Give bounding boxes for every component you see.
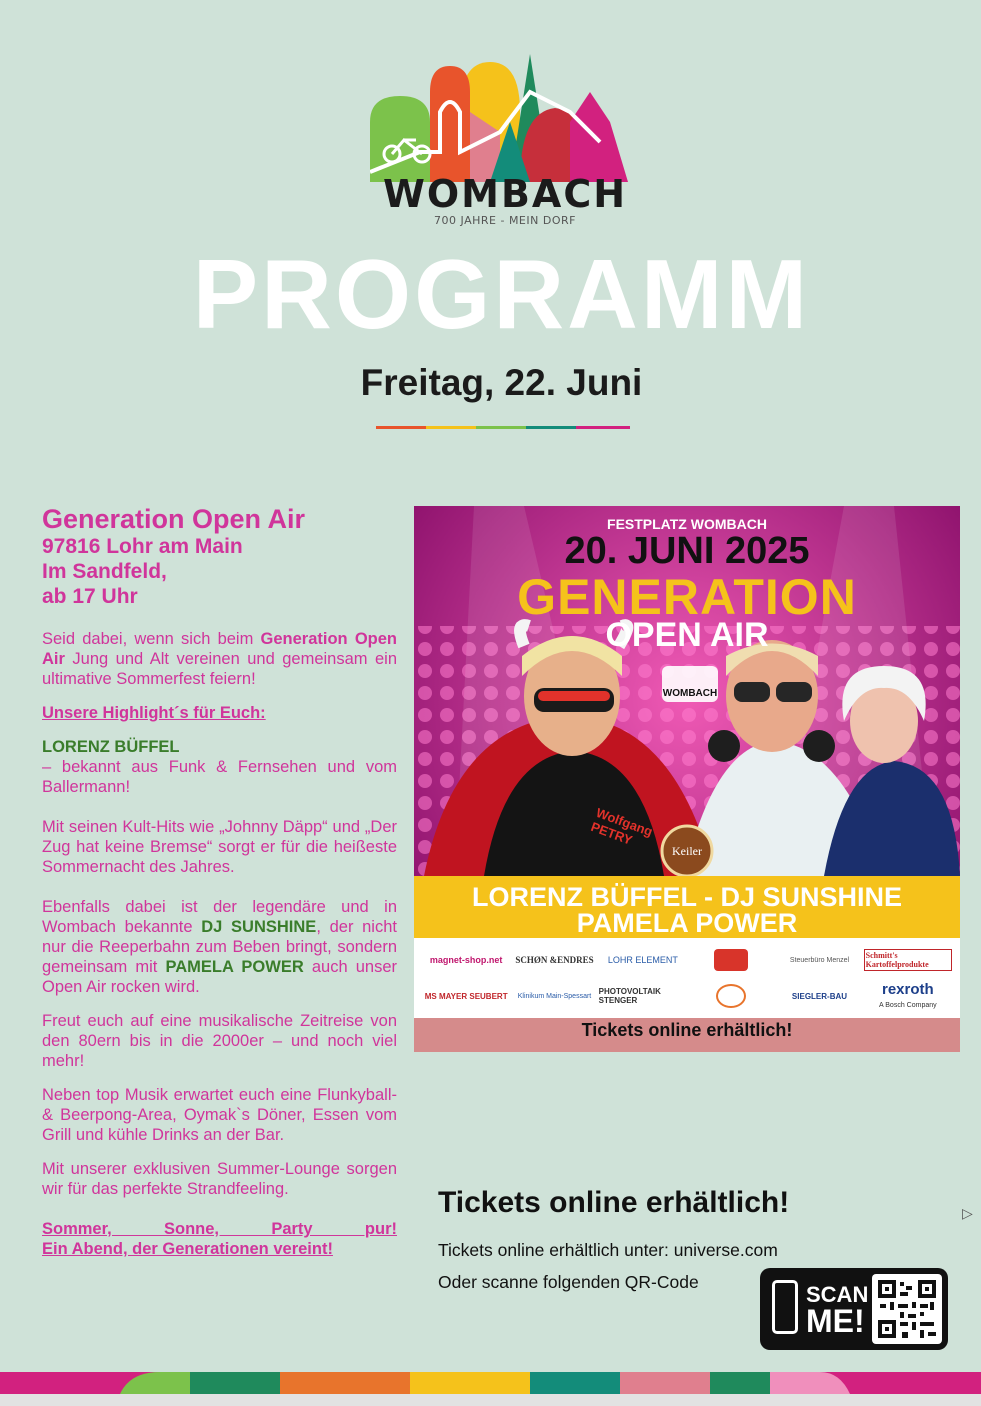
poster-artists: LORENZ BÜFFEL - DJ SUNSHINE: [471, 882, 903, 912]
page-turn-arrow-icon[interactable]: ▷: [962, 1206, 973, 1222]
tickets-heading: Tickets online erhältlich!: [438, 1186, 790, 1219]
phone-icon: [772, 1280, 798, 1334]
poster-subtitle: OPEN AIR: [605, 616, 769, 654]
poster-keiler-badge: Keiler: [672, 844, 702, 858]
hits-paragraph: Mit seinen Kult-Hits wie „Johnny Däpp“ und „Der Zug hat keine Bremse“ sorgt er für die heißeste Sommernacht des Jahres.: [42, 818, 397, 876]
event-poster: [414, 506, 960, 1052]
time-line: ab 17 Uhr: [42, 585, 138, 608]
sponsor-logo: rexroth A Bosch Company: [879, 980, 937, 1009]
poster-artists: PAMELA POWER: [576, 908, 798, 938]
poster-tickets-banner: Tickets online erhältlich!: [581, 1020, 793, 1040]
sponsor-logo: [714, 949, 748, 971]
food-paragraph: Neben top Musik erwartet euch eine Flunkyball- & Beerpong-Area, Oymak`s Döner, Essen vom Grill und kühle Drinks an der Bar.: [42, 1086, 397, 1144]
decorative-divider: [376, 426, 630, 429]
poster-shirt-text: Wolfgang PETRY: [588, 804, 655, 848]
poster-venue: FESTPLATZ WOMBACH: [607, 516, 767, 532]
footer-strip: [0, 1394, 981, 1406]
page-title: PROGRAMM: [192, 239, 811, 349]
sponsor-logos: [422, 942, 952, 1014]
poster-title: GENERATION: [517, 569, 857, 625]
closing-line: Sommer, Sonne, Party pur!: [42, 1220, 397, 1238]
intro-paragraph: Seid dabei, wenn sich beim Generation Open Air Jung und Alt vereinen und gemeinsam ein ultimative Sommerfest feiern!: [42, 630, 397, 688]
decorative-color-band: [0, 1372, 981, 1394]
highlights-heading: Unsere Highlight´s für Euch:: [42, 704, 266, 722]
sponsor-logo: magnet-shop.net: [429, 955, 503, 965]
sponsor-logo: LOHR ELEMENT: [607, 955, 678, 965]
poster-logo-word: WOMBACH: [662, 688, 718, 699]
zeitreise-paragraph: Freut euch auf eine musikalische Zeitreise von den 80ern bis in die 2000er – und noch viel mehr!: [42, 1012, 397, 1070]
logo-wordmark: WOMBACH: [382, 172, 628, 216]
event-description: [42, 504, 397, 1273]
dj-paragraph: Ebenfalls dabei ist der legendäre und in Wombach bekannte DJ SUNSHINE, der nicht nur die Reeperbahn zum Beben bringt, sondern gemeinsam mit PAMELA POWER auch unser Open Air rocken wird.: [42, 898, 397, 996]
closing-line: Ein Abend, der Generationen vereint!: [42, 1240, 333, 1258]
event-title: Generation Open Air: [42, 504, 306, 534]
sponsor-logo: Klinikum Main-Spessart: [517, 992, 592, 1000]
sponsor-logo: PHOTOVOLTAIK STENGER: [598, 987, 661, 1005]
scan-me-label: SCAN ME!: [806, 1282, 869, 1339]
wombach-logo-graphic: [370, 52, 630, 182]
lounge-paragraph: Mit unserer exklusiven Summer-Lounge sorgen wir für das perfekte Strandfeeling.: [42, 1160, 397, 1198]
date-heading: Freitag, 22. Juni: [360, 362, 643, 403]
logo-subtitle: 700 JAHRE - MEIN DORF: [434, 214, 576, 227]
sponsor-logo: Schmitt's Kartoffelprodukte: [864, 949, 952, 971]
address-line: Im Sandfeld,: [42, 560, 167, 583]
tickets-qr-text: Oder scanne folgenden QR-Code: [438, 1272, 699, 1292]
tickets-url-text: Tickets online erhältlich unter: universe.com: [438, 1240, 778, 1260]
sponsor-logo: [716, 984, 746, 1008]
address-line: 97816 Lohr am Main: [42, 535, 243, 558]
lorenz-paragraph: LORENZ BÜFFEL – bekannt aus Funk & Fernsehen und vom Ballermann!: [42, 738, 397, 796]
scan-me-qr-badge[interactable]: [760, 1268, 948, 1350]
poster-date: 20. JUNI 2025: [564, 530, 810, 572]
sponsor-logo: SCHØN &ENDRES: [515, 955, 594, 965]
sponsor-logo: SIEGLER-BAU: [791, 991, 848, 1001]
qr-code-icon[interactable]: [872, 1274, 942, 1344]
sponsor-logo: Steuerbüro Menzel: [789, 956, 850, 964]
sponsor-logo: MS MAYER SEUBERT: [424, 991, 508, 1001]
